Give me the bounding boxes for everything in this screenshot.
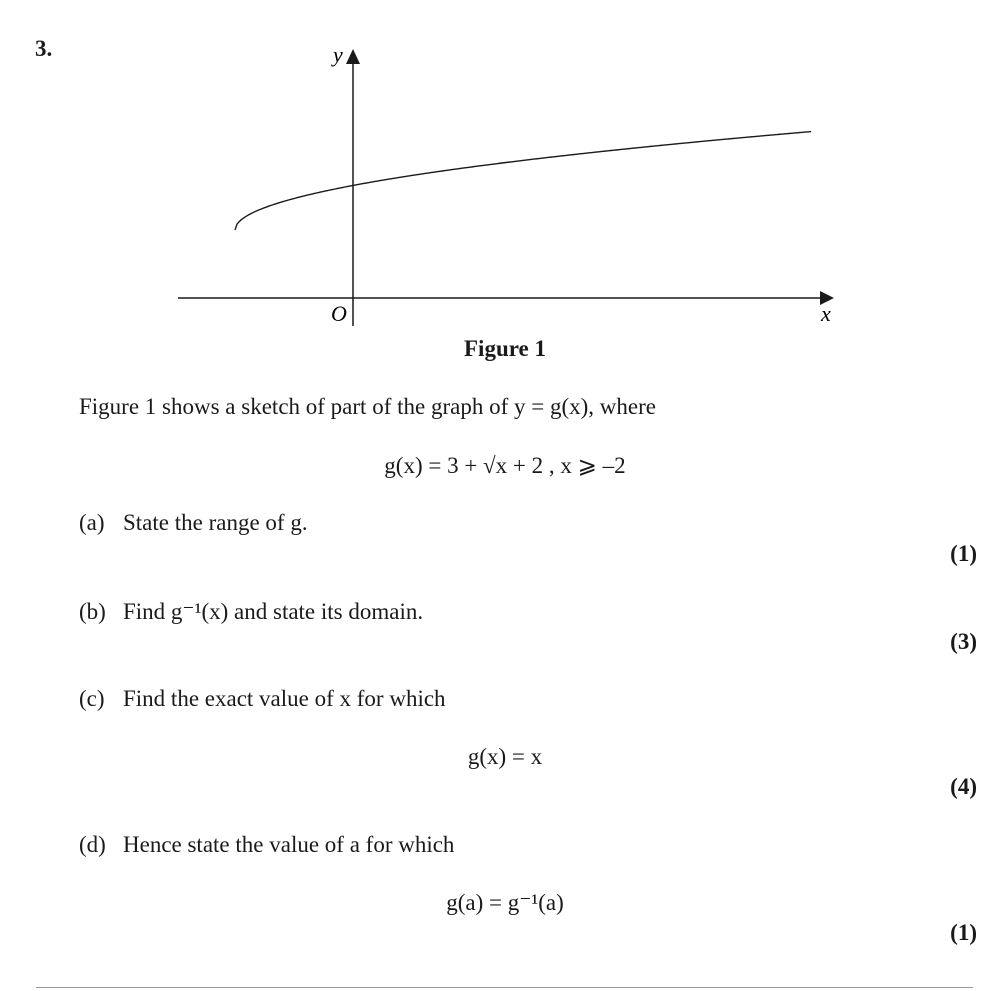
y-axis-arrowhead: [346, 49, 360, 64]
x-axis-label: x: [821, 301, 831, 326]
graph-curve: [235, 132, 811, 230]
part-b-label: (b): [79, 599, 106, 624]
part-a-marks: (1): [950, 541, 977, 566]
part-d-marks: (1): [950, 920, 977, 945]
question-intro: Figure 1 shows a sketch of part of the graph of y = g(x), where: [79, 394, 656, 419]
question-number: 3.: [35, 36, 53, 61]
part-d: [79, 832, 454, 858]
part-b: [79, 599, 423, 625]
function-definition: g(x) = 3 + √x + 2 , x ⩾ –2: [384, 453, 626, 478]
part-c-marks: (4): [950, 774, 977, 799]
origin-label: O: [331, 301, 347, 326]
part-c: [79, 686, 446, 712]
bottom-rule: [36, 987, 973, 988]
part-d-equation: g(a) = g⁻¹(a): [446, 890, 564, 915]
figure-caption: Figure 1: [464, 336, 546, 361]
part-b-marks: (3): [950, 629, 977, 654]
part-c-text: Find the exact value of x for which: [123, 686, 446, 711]
figure-1-graph: [0, 0, 993, 340]
part-b-text: Find g⁻¹(x) and state its domain.: [123, 599, 424, 624]
part-d-text: Hence state the value of a for which: [123, 832, 455, 857]
y-axis-label: y: [333, 42, 343, 67]
part-c-label: (c): [79, 686, 105, 711]
part-c-equation: g(x) = x: [467, 744, 543, 769]
part-a: [79, 510, 308, 536]
part-d-label: (d): [79, 832, 106, 857]
part-a-label: (a): [79, 510, 105, 535]
part-a-text: State the range of g.: [123, 510, 308, 535]
